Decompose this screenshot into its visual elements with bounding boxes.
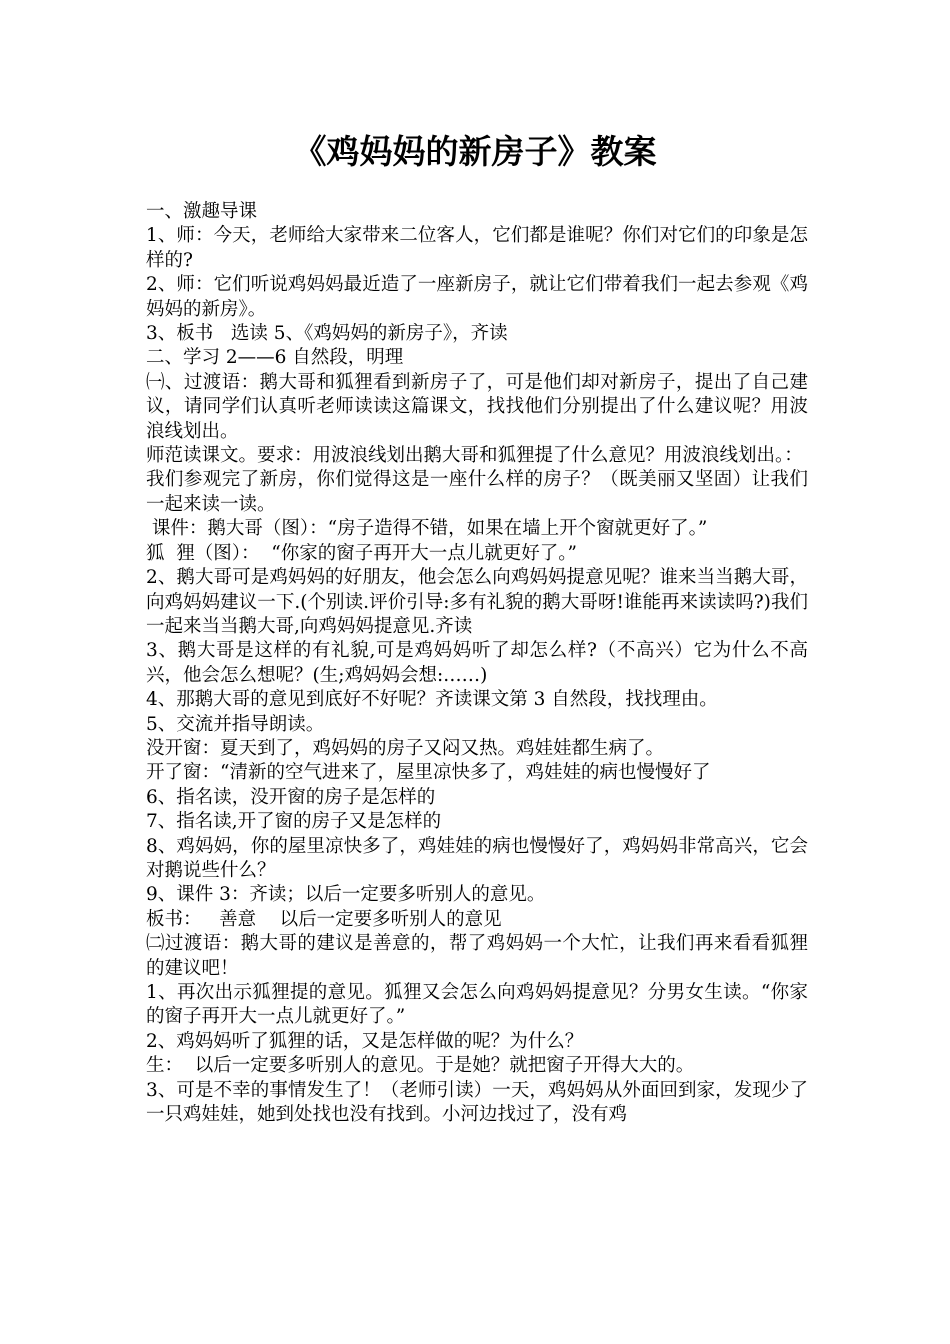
paragraph: 狐 狸（图）： “你家的窗子再开大一点儿就更好了。”	[146, 542, 577, 564]
paragraph: ㈡过渡语：鹅大哥的建议是善意的，帮了鸡妈妈一个大忙，让我们再来看看狐狸的建议吧！	[146, 933, 808, 979]
paragraph: 没开窗：夏天到了，鸡妈妈的房子又闷又热。鸡娃娃都生病了。	[146, 737, 665, 759]
paragraph: 开了窗：“清新的空气进来了，屋里凉快多了，鸡娃娃的病也慢慢好了	[146, 762, 711, 784]
document-title: 《鸡妈妈的新房子》教案	[293, 132, 657, 171]
paragraph: 2、鹅大哥可是鸡妈妈的好朋友，他会怎么向鸡妈妈提意见呢？谁来当当鹅大哥，向鸡妈妈建议一下.(个别读.评价引导:多有礼貌的鹅大哥呀!谁能再来读读吗?)我们一起来当当鹅大哥,向鸡妈妈提意见.齐读	[146, 567, 808, 637]
paragraph: 1、师：今天，老师给大家带来二位客人，它们都是谁呢？你们对它们的印象是怎样的?	[146, 225, 808, 271]
paragraph: 一、激趣导课	[146, 201, 258, 222]
paragraph: 6、指名读，没开窗的房子是怎样的	[146, 786, 436, 808]
paragraph: 我们参观完了新房，你们觉得这是一座什么样的房子？（既美丽又坚固）让我们一起来读一读。	[146, 469, 808, 515]
paragraph: 8、鸡妈妈，你的屋里凉快多了，鸡娃娃的病也慢慢好了，鸡妈妈非常高兴，它会对鹅说些什么？	[146, 835, 808, 881]
paragraph: 1、再次出示狐狸提的意见。狐狸又会怎么向鸡妈妈提意见？分男女生读。“你家的窗子再开大一点儿就更好了。”	[146, 982, 808, 1028]
document-body	[146, 200, 808, 1127]
paragraph: 4、那鹅大哥的意见到底好不好呢？齐读课文第 3 自然段，找找理由。	[146, 689, 718, 711]
paragraph: 3、板书 选读 5、《鸡妈妈的新房子》，齐读	[146, 323, 508, 345]
paragraph: 3、鹅大哥是这样的有礼貌,可是鸡妈妈听了却怎么样?（不高兴）它为什么不高兴，他会怎么想呢？(生;鸡妈妈会想:……)	[146, 640, 808, 686]
paragraph: 5、交流并指导朗读。	[146, 713, 325, 735]
paragraph: 3、可是不幸的事情发生了！（老师引读）一天，鸡妈妈从外面回到家，发现少了一只鸡娃娃，她到处找也没有找到。小河边找过了，没有鸡	[146, 1079, 808, 1126]
paragraph: ㈠、过渡语：鹅大哥和狐狸看到新房子了，可是他们却对新房子，提出了自己建议，请同学们认真听老师读读这篇课文，找找他们分别提出了什么建议呢？用波浪线划出。	[146, 371, 808, 442]
paragraph: 生： 以后一定要多听别人的意见。于是她？就把窗子开得大大的。	[146, 1055, 695, 1077]
paragraph: 7、指名读,开了窗的房子又是怎样的	[146, 811, 442, 833]
paragraph: 板书： 善意 以后一定要多听别人的意见	[146, 908, 502, 930]
paragraph: 9、课件 3：齐读；以后一定要多听别人的意见。	[146, 884, 546, 906]
paragraph: 师范读课文。要求：用波浪线划出鹅大哥和狐狸提了什么意见？用波浪线划出。：	[146, 445, 803, 467]
paragraph: 二、学习 2——6 自然段，明理	[146, 347, 404, 369]
paragraph: 课件：鹅大哥（图）：“房子造得不错，如果在墙上开个窗就更好了。”	[146, 518, 708, 540]
paragraph: 2、师：它们听说鸡妈妈最近造了一座新房子，就让它们带着我们一起去参观《鸡妈妈的新房》。	[146, 274, 808, 320]
paragraph: 2、鸡妈妈听了狐狸的话，又是怎样做的呢？为什么？	[146, 1030, 584, 1052]
